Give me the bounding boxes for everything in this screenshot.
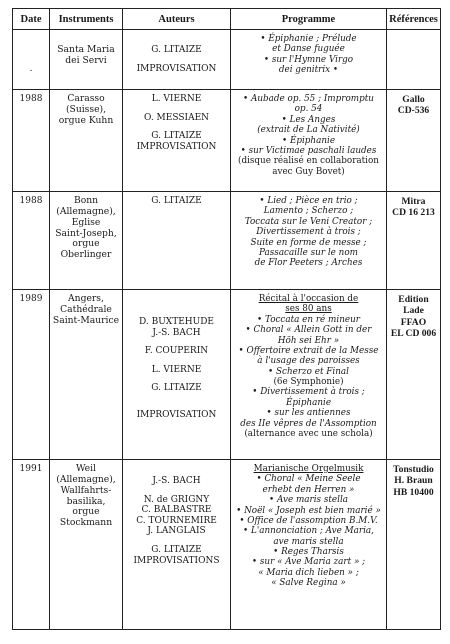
date-cell: 1988 xyxy=(13,192,50,290)
authors-cell: G. LITAIZE IMPROVISATION xyxy=(123,30,231,90)
programme-cell: • Aubade op. 55 ; Impromptu op. 54 • Les Anges (extrait de La Nativité) • Épiphanie • sur Victimae paschali laudes (disque réalisé en collaboration avec Guy Bovet) xyxy=(231,90,387,192)
table-row xyxy=(13,192,441,290)
table-row xyxy=(13,90,441,192)
instrument-cell: Bonn (Allemagne), Eglise Saint-Joseph, orgue Oberlinger xyxy=(50,192,123,290)
authors-cell: D. BUXTEHUDE J.-S. BACH F. COUPERIN L. VIERNE G. LITAIZE IMPROVISATION xyxy=(123,290,231,460)
instrument-cell: Santa Maria dei Servi xyxy=(50,30,123,90)
header-instruments: Instruments xyxy=(50,9,123,30)
references-cell: Gallo CD-536 xyxy=(387,90,441,192)
instrument-cell: Angers, Cathédrale Saint-Maurice xyxy=(50,290,123,460)
stray-mark: . xyxy=(29,64,33,74)
date-cell: 1991 xyxy=(13,460,50,630)
instrument-cell: Carasso (Suisse), orgue Kuhn xyxy=(50,90,123,192)
references-cell xyxy=(387,30,441,90)
programme-cell: • Épiphanie ; Prélude et Danse fuguée • sur l'Hymne Virgo dei genitrix • xyxy=(231,30,387,90)
header-programme: Programme xyxy=(231,9,387,30)
discography-table xyxy=(12,8,441,630)
references-cell: Mitra CD 16 213 xyxy=(387,192,441,290)
programme-title: Récital à l'occasion de xyxy=(258,294,359,304)
references-cell: Tonstudio H. Braun HB 10400 xyxy=(387,460,441,630)
date-cell xyxy=(13,30,50,90)
table-row xyxy=(13,290,441,460)
date-cell: 1989 xyxy=(13,290,50,460)
references-cell: Edition Lade FFAO EL CD 006 xyxy=(387,290,441,460)
programme-title: Marianische Orgelmusik xyxy=(253,464,364,474)
table-row xyxy=(13,460,441,630)
header-row xyxy=(13,9,441,30)
programme-cell: Marianische Orgelmusik • Choral « Meine Seele erhebt den Herren » • Ave maris stella • Noël « Joseph est bien marié » • Office de l'assomption B.M.V. • L'annonciation ; Ave Maria, ave maris stella • Reges Tharsis • sur « Ave Maria zart » ; « Maria dich lieben » ; « Salve Regina » xyxy=(231,460,387,630)
header-authors: Auteurs xyxy=(123,9,231,30)
instrument-cell: Weil (Allemagne), Wallfahrts- basilika, orgue Stockmann xyxy=(50,460,123,630)
programme-cell: • Lied ; Pièce en trio ; Lamento ; Scherzo ; Toccata sur le Veni Creator ; Divertissement à trois ; Suite en forme de messe ; Passacaille sur le nom de Flor Peeters ; Arches xyxy=(231,192,387,290)
date-cell: 1988 xyxy=(13,90,50,192)
authors-cell: L. VIERNE O. MESSIAEN G. LITAIZE IMPROVISATION xyxy=(123,90,231,192)
programme-cell: Récital à l'occasion de ses 80 ans • Toccata en ré mineur • Choral « Allein Gott in der Höh sei Ehr » • Offertoire extrait de la Messe à l'usage des paroisses • Scherzo et Final (6e Symphonie) • Divertissement à trois ; Épiphanie • sur les antiennes des IIe vêpres de l'Assomption (alternance avec une schola) xyxy=(231,290,387,460)
authors-cell: J.-S. BACH N. de GRIGNY C. BALBASTRE C. TOURNEMIRE J. LANGLAIS G. LITAIZE IMPROVISATIONS xyxy=(123,460,231,630)
header-references: Références xyxy=(387,9,441,30)
header-date: Date xyxy=(13,9,50,30)
table-row xyxy=(13,30,441,90)
authors-cell: G. LITAIZE xyxy=(123,192,231,290)
